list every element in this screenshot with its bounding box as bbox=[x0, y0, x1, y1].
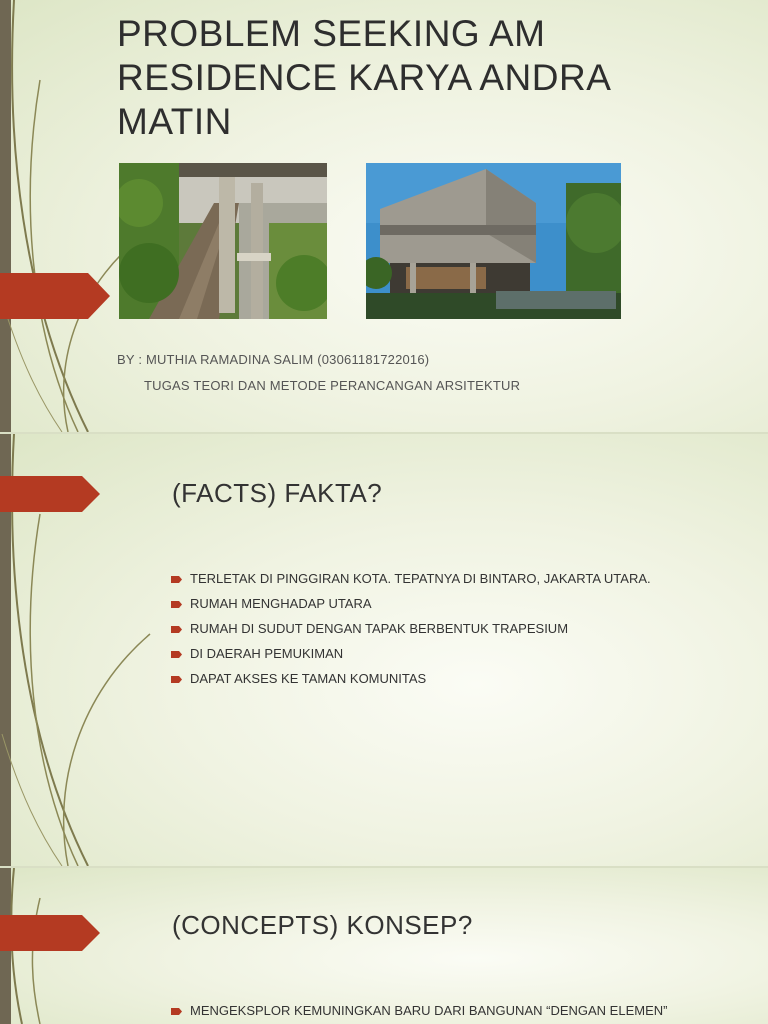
list-item-text: DI DAERAH PEMUKIMAN bbox=[190, 646, 344, 661]
list-item-text: RUMAH DI SUDUT DENGAN TAPAK BERBENTUK TRAPESIUM bbox=[190, 621, 569, 636]
slide-heading: (FACTS) FAKTA? bbox=[172, 478, 383, 508]
list-item bbox=[170, 570, 651, 595]
walkway-photo bbox=[119, 163, 327, 319]
slide-heading: (CONCEPTS) KONSEP? bbox=[172, 910, 473, 940]
slide-title: PROBLEM SEEKING AM RESIDENCE KARYA ANDRA MATIN bbox=[117, 13, 610, 142]
arrow-bullet-icon bbox=[171, 576, 182, 583]
list-item bbox=[170, 620, 651, 645]
arrow-tab bbox=[0, 471, 100, 517]
bullet-list bbox=[170, 1002, 667, 1024]
arrow-bullet-icon bbox=[171, 626, 182, 633]
list-item-text: MENGEKSPLOR KEMUNINGKAN BARU DARI BANGUNAN “DENGAN ELEMEN” bbox=[190, 1003, 668, 1018]
facts-slide bbox=[0, 434, 768, 866]
list-item-text: TERLETAK DI PINGGIRAN KOTA. TEPATNYA DI BINTARO, JAKARTA UTARA. bbox=[190, 571, 651, 586]
arrow-bullet-icon bbox=[171, 1008, 182, 1015]
course-line: TUGAS TEORI DAN METODE PERANCANGAN ARSITEKTUR bbox=[144, 378, 521, 393]
concrete-house-photo bbox=[366, 163, 621, 319]
arrow-bullet-icon bbox=[171, 601, 182, 608]
arrow-tab bbox=[0, 273, 112, 319]
title-slide bbox=[0, 0, 768, 432]
list-item bbox=[170, 670, 651, 695]
author-line: BY : MUTHIA RAMADINA SALIM (03061181722016) bbox=[117, 352, 430, 367]
list-item bbox=[170, 645, 651, 670]
concepts-slide bbox=[0, 868, 768, 1024]
arrow-tab bbox=[0, 910, 100, 956]
list-item-text: RUMAH MENGHADAP UTARA bbox=[190, 596, 372, 611]
bullet-list bbox=[170, 570, 651, 695]
arrow-bullet-icon bbox=[171, 676, 182, 683]
list-item bbox=[170, 595, 651, 620]
arrow-bullet-icon bbox=[171, 651, 182, 658]
list-item bbox=[170, 1002, 667, 1024]
list-item-text: DAPAT AKSES KE TAMAN KOMUNITAS bbox=[190, 671, 427, 686]
